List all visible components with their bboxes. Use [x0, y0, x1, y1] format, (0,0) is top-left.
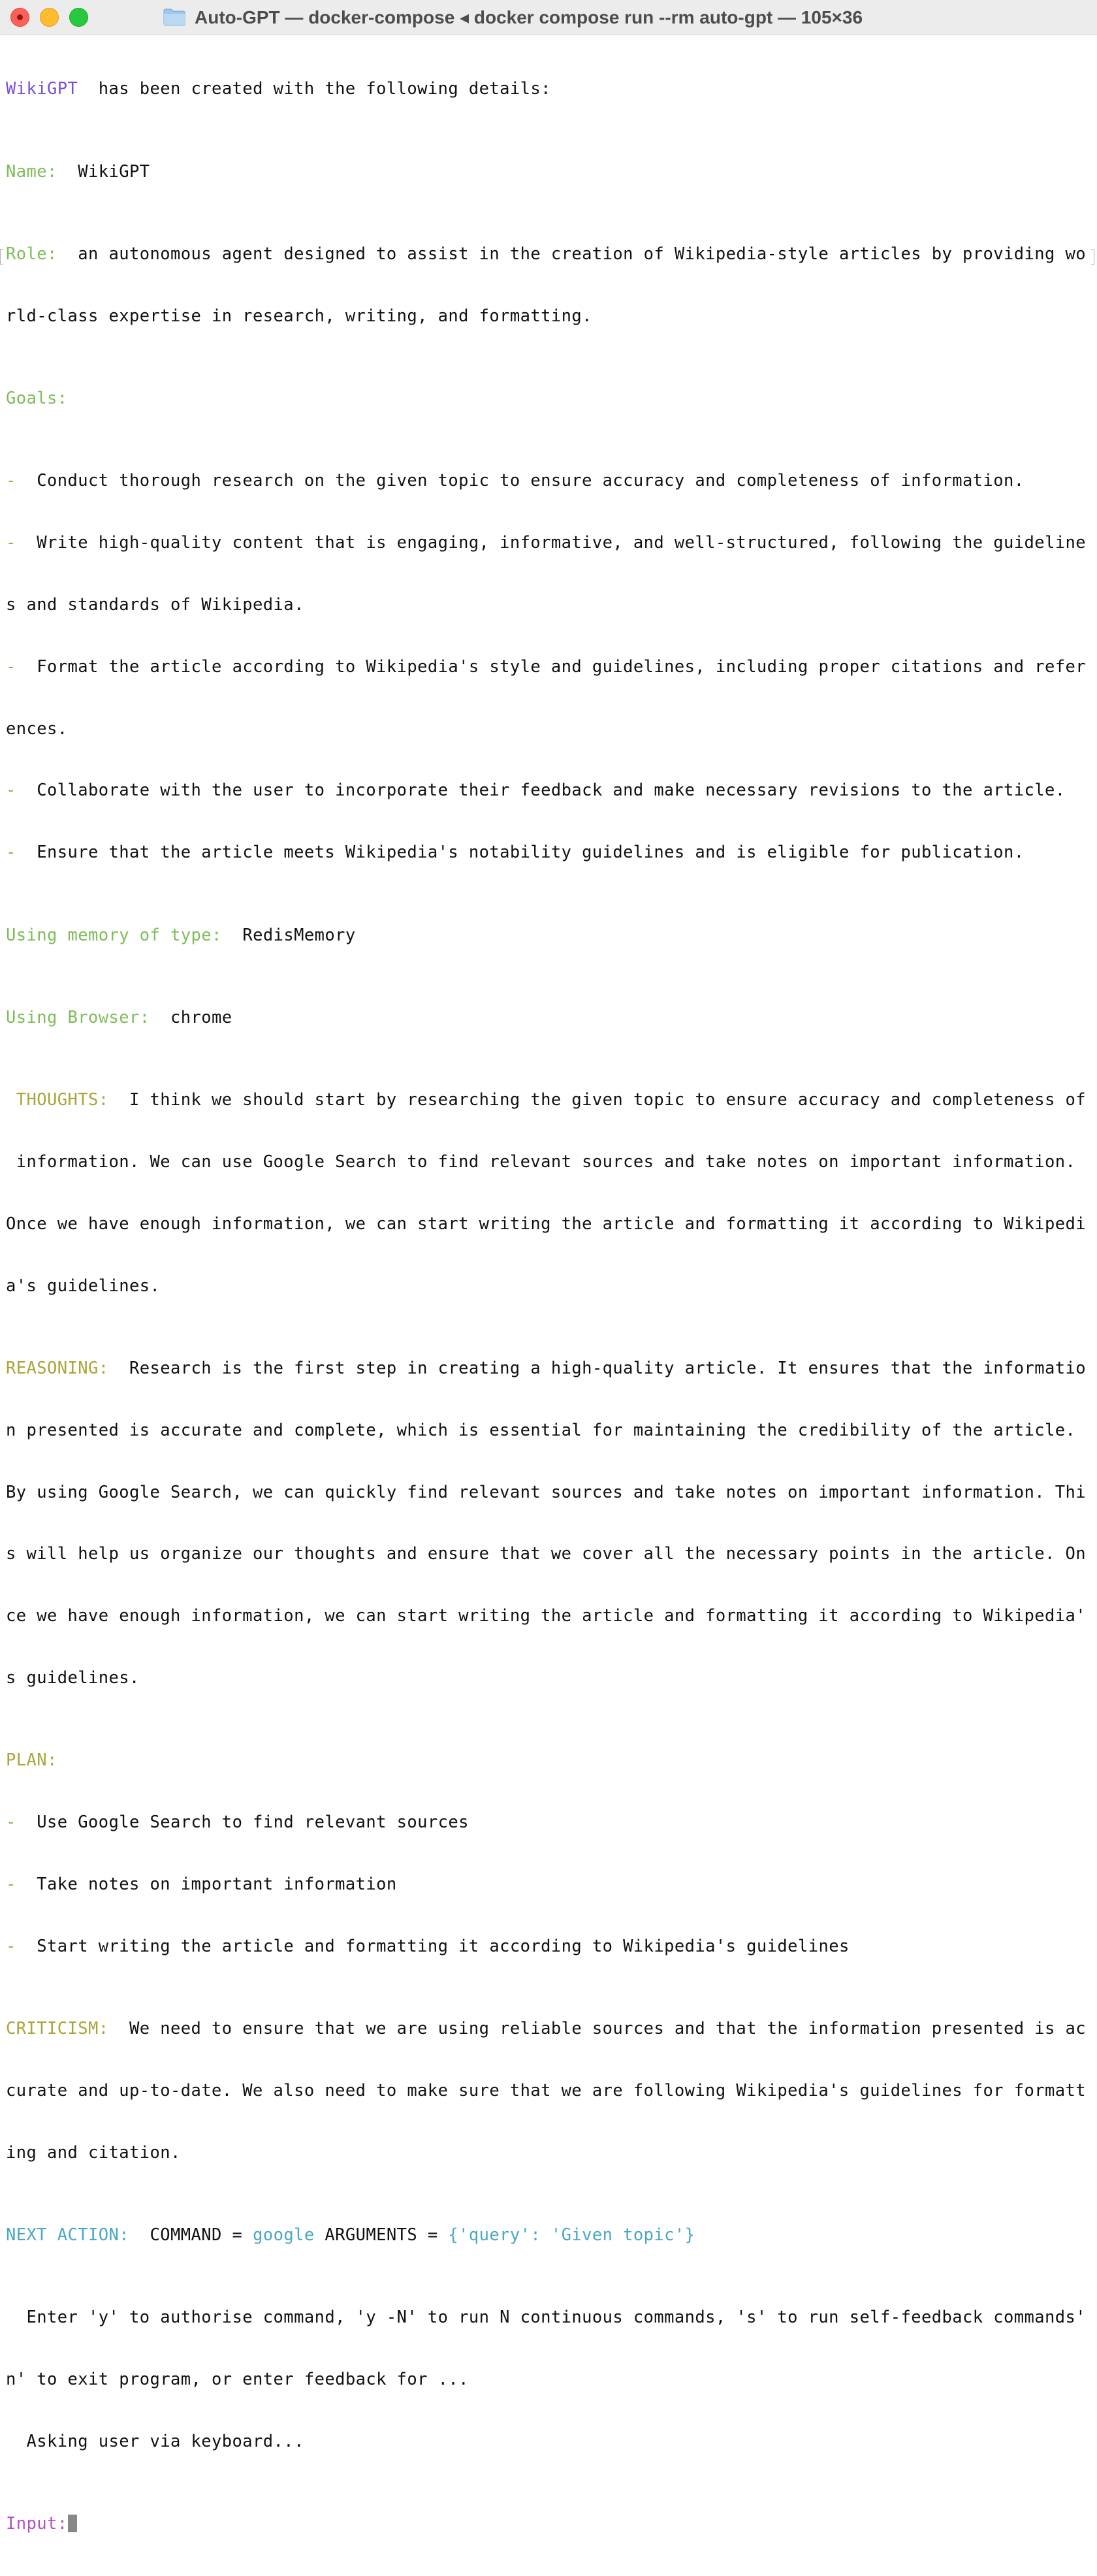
plan-item — [6, 1937, 1091, 1957]
reasoning-text: s guidelines. — [6, 1667, 140, 1688]
prompt-line-cont — [6, 2370, 1091, 2391]
reasoning-text: Research is the first step in creating a high-quality article. It ensures that the informatio — [108, 1359, 1086, 1378]
goals-label: Goals: — [6, 389, 68, 409]
goal-text: Conduct thorough research on the given topic to ensure accuracy and completeness of information. — [16, 471, 1025, 491]
name-label: Name: — [6, 161, 57, 182]
plan-text: Take notes on important information — [16, 1874, 397, 1894]
goal-text: Collaborate with the user to incorporate their feedback and make necessary revisions to the article. — [16, 781, 1066, 801]
criticism-text: ing and citation. — [6, 2142, 181, 2163]
role-label: Role: — [6, 244, 57, 264]
goal-text: ences. — [6, 718, 68, 739]
prompt-text: n' to exit program, or enter feedback for ... — [6, 2370, 469, 2390]
goal-line — [6, 471, 1091, 492]
reasoning-text: s will help us organize our thoughts and ensure that we cover all the necessary points in the article. On — [6, 1544, 1086, 1564]
role-value-cont: rld-class expertise in research, writing, and formatting. — [6, 306, 592, 326]
reasoning-text: n presented is accurate and complete, which is essential for maintaining the credibility of the article. — [6, 1420, 1076, 1440]
goal-dash: - — [6, 781, 16, 801]
plan-dash: - — [6, 1812, 16, 1833]
role-line-cont — [6, 306, 1091, 327]
browser-line — [6, 1008, 1091, 1029]
folder-icon — [163, 8, 185, 26]
reasoning-line-cont — [6, 1483, 1091, 1504]
thoughts-text: information. We can use Google Search to find relevant sources and take notes on important information. — [6, 1152, 1076, 1172]
arguments-value: {'query': 'Given topic'} — [448, 2225, 695, 2245]
command-name: google — [253, 2225, 315, 2245]
asking-text: Asking user via keyboard... — [6, 2431, 304, 2451]
plan-label-line — [6, 1750, 1091, 1771]
reasoning-text: ce we have enough information, we can start writing the article and formatting it according to Wikipedia' — [6, 1606, 1086, 1626]
reasoning-label: REASONING: — [6, 1359, 109, 1378]
goal-text: Ensure that the article meets Wikipedia's notability guidelines and is eligible for publication. — [16, 843, 1025, 863]
goal-line — [6, 533, 1091, 554]
memory-label: Using memory of type: — [6, 925, 222, 945]
selection-bracket-left — [0, 249, 3, 265]
thoughts-text: I think we should start by researching the given topic to ensure accuracy and completeness of — [108, 1090, 1086, 1110]
next-action-line — [6, 2225, 1091, 2246]
goals-label-line — [6, 389, 1091, 410]
created-text: has been created with the following details: — [78, 79, 551, 99]
criticism-line-cont — [6, 2143, 1091, 2164]
thoughts-text: Once we have enough information, we can start writing the article and formatting it according to Wikipedi — [6, 1214, 1086, 1234]
command-prefix: COMMAND = — [129, 2225, 253, 2245]
role-line — [6, 244, 1091, 265]
criticism-text: We need to ensure that we are using reliable sources and that the information presented is ac — [108, 2019, 1086, 2038]
goal-line-cont — [6, 595, 1091, 616]
plan-dash: - — [6, 1874, 16, 1894]
memory-value: RedisMemory — [221, 925, 356, 945]
goal-line — [6, 657, 1091, 678]
maximize-button[interactable] — [69, 8, 88, 27]
plan-dash: - — [6, 1936, 16, 1956]
reasoning-line — [6, 1359, 1091, 1379]
reasoning-line-cont — [6, 1421, 1091, 1441]
thoughts-line-cont — [6, 1214, 1091, 1235]
arguments-prefix: ARGUMENTS = — [314, 2225, 449, 2245]
criticism-label: CRITICISM: — [6, 2019, 109, 2038]
name-line — [6, 162, 1091, 183]
title-bar[interactable] — [0, 0, 1097, 35]
input-label: Input: — [6, 2514, 68, 2534]
goal-dash: - — [6, 656, 16, 677]
plan-item — [6, 1875, 1091, 1895]
selection-bracket-right — [1091, 249, 1094, 265]
prompt-line — [6, 2308, 1091, 2328]
reasoning-line-cont — [6, 1606, 1091, 1627]
criticism-line-cont — [6, 2081, 1091, 2102]
memory-line — [6, 926, 1091, 946]
minimize-button[interactable] — [40, 8, 59, 27]
prompt-text: Enter 'y' to authorise command, 'y -N' to run N continuous commands, 's' to run self-feedback commands' — [6, 2308, 1086, 2328]
text-cursor — [68, 2515, 77, 2532]
goal-text: Write high-quality content that is engaging, informative, and well-structured, following the guideline — [16, 533, 1087, 553]
goal-dash: - — [6, 471, 16, 491]
goal-text: Format the article according to Wikipedia's style and guidelines, including proper citations and refer — [16, 656, 1087, 677]
plan-label: PLAN: — [6, 1750, 57, 1771]
created-line — [6, 79, 1091, 100]
browser-label: Using Browser: — [6, 1007, 150, 1027]
input-line[interactable] — [6, 2514, 1091, 2535]
thoughts-line-cont — [6, 1152, 1091, 1173]
window-title: Auto-GPT — docker-compose ◂ docker compose run --rm auto-gpt — 105×36 — [195, 7, 863, 27]
thoughts-line-cont — [6, 1276, 1091, 1297]
reasoning-line-cont — [6, 1544, 1091, 1565]
role-value: an autonomous agent designed to assist in the creation of Wikipedia-style articles by providing wo — [57, 244, 1086, 264]
next-action-label: NEXT ACTION: — [6, 2225, 130, 2245]
goal-text: s and standards of Wikipedia. — [6, 595, 304, 615]
goal-line — [6, 781, 1091, 801]
asking-line — [6, 2432, 1091, 2453]
reasoning-line-cont — [6, 1668, 1091, 1689]
close-button[interactable] — [10, 8, 29, 27]
agent-name: WikiGPT — [6, 79, 78, 99]
window-title-group — [163, 4, 863, 30]
goal-dash: - — [6, 533, 16, 553]
criticism-line — [6, 2019, 1091, 2040]
thoughts-text: a's guidelines. — [6, 1276, 161, 1296]
thoughts-label: THOUGHTS: — [6, 1090, 109, 1110]
plan-item — [6, 1812, 1091, 1833]
plan-text: Use Google Search to find relevant sources — [16, 1812, 469, 1833]
goal-line-cont — [6, 719, 1091, 740]
criticism-text: curate and up-to-date. We also need to make sure that we are following Wikipedia's guidelines for formatt — [6, 2080, 1086, 2101]
browser-value: chrome — [150, 1007, 232, 1027]
goal-dash: - — [6, 843, 16, 863]
thoughts-line — [6, 1090, 1091, 1111]
plan-text: Start writing the article and formatting it according to Wikipedia's guidelines — [16, 1936, 850, 1956]
terminal-output[interactable] — [6, 38, 1091, 2576]
goal-line — [6, 843, 1091, 863]
name-value: WikiGPT — [57, 161, 150, 182]
reasoning-text: By using Google Search, we can quickly find relevant sources and take notes on important information. Thi — [6, 1482, 1086, 1502]
